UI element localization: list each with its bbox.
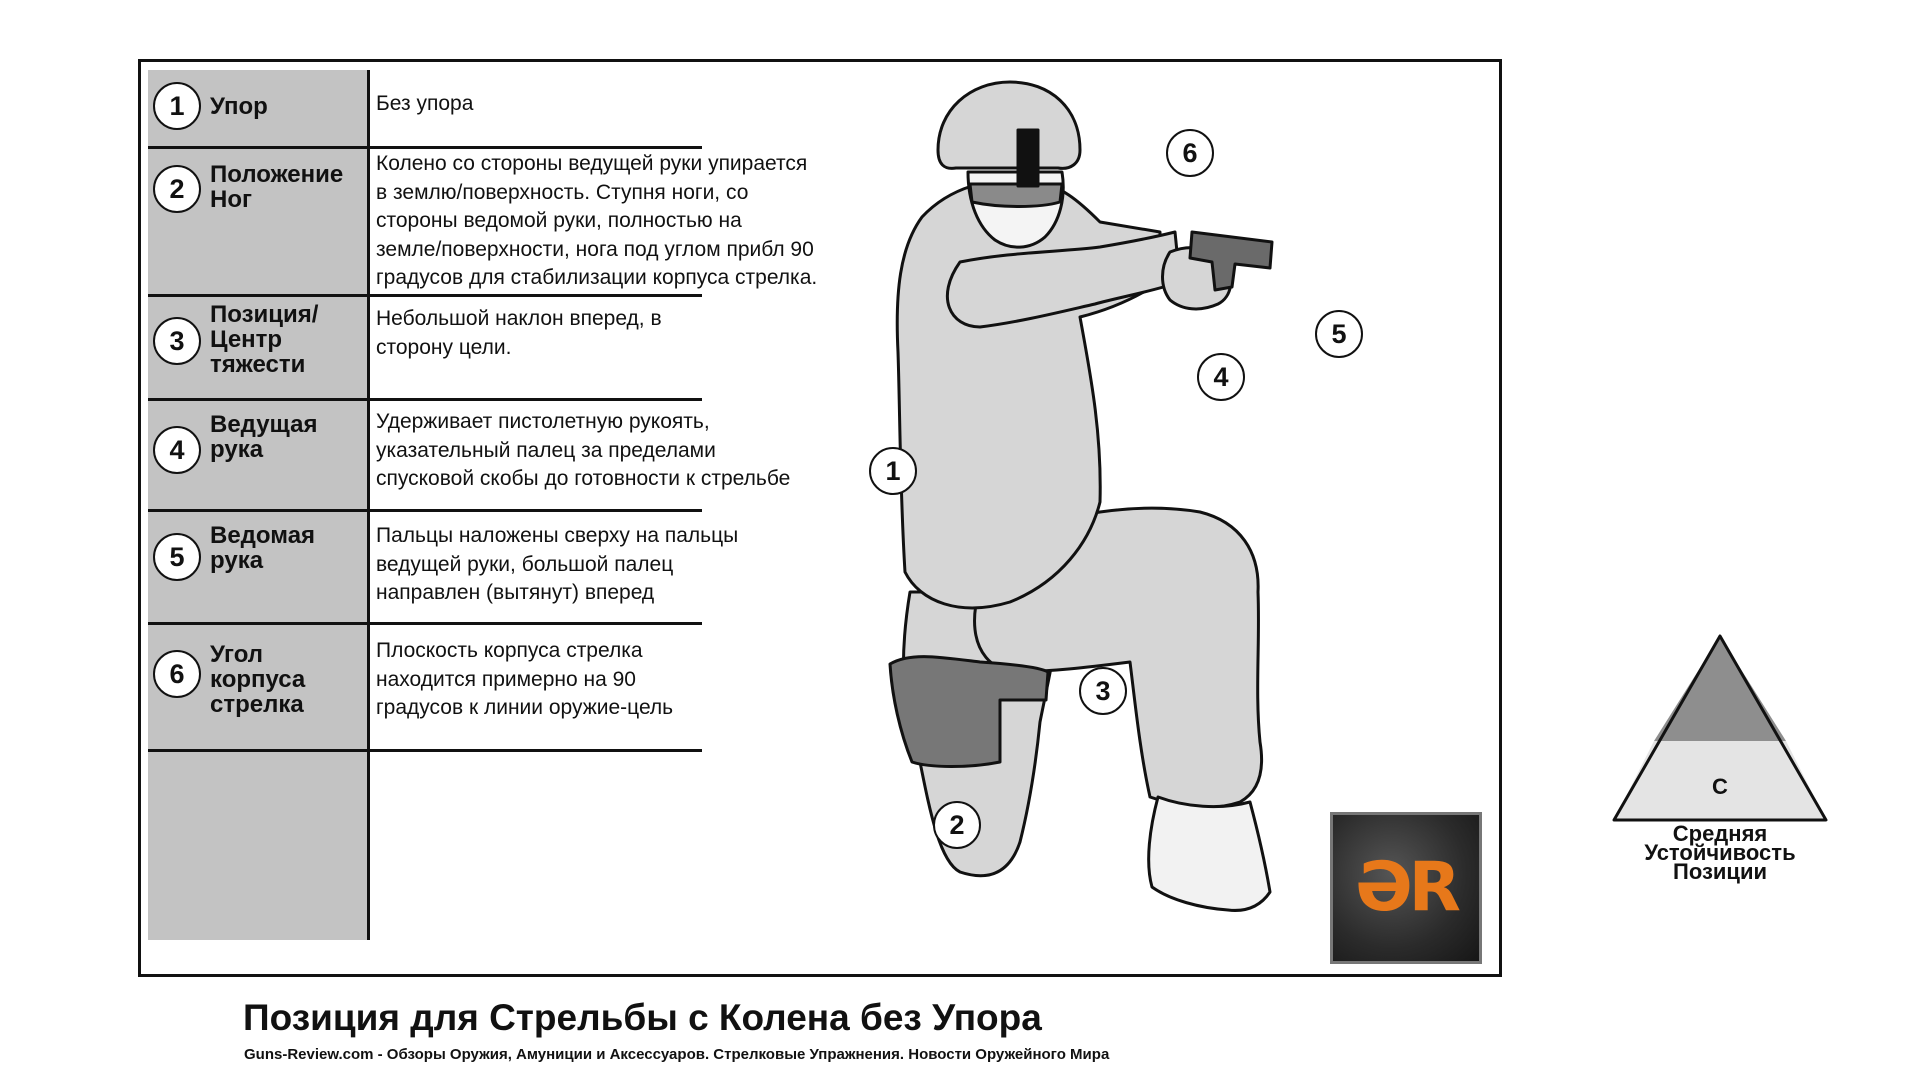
row-divider: [148, 294, 702, 297]
row-label-line: Упор: [210, 93, 268, 120]
row-1-description: [376, 90, 896, 119]
caption-line: Средняя: [1672, 821, 1768, 846]
description-line: Пальцы наложены сверху на пальцы: [376, 524, 739, 547]
row-divider: [148, 146, 702, 149]
description-line: градусов для стабилизации корпуса стрелка.: [376, 266, 818, 289]
row-label-line: стрелка: [210, 691, 304, 718]
description-line: Плоскость корпуса стрелка: [376, 639, 643, 662]
caption-line: Устойчивость: [1644, 840, 1796, 865]
row-5-description: [376, 522, 896, 608]
site-logo: [1330, 812, 1482, 964]
description-line: указательный палец за пределами: [376, 438, 716, 462]
description-line: Колено со стороны ведущей руки упирается: [376, 152, 808, 175]
row-label-line: рука: [210, 547, 264, 574]
row-label-line: рука: [210, 436, 264, 463]
description-line: градусов к линии оружие-цель: [376, 696, 674, 719]
goggles: [970, 184, 1062, 207]
row-number-badge: 4: [153, 426, 201, 474]
row-label-line: Ведомая: [210, 522, 316, 549]
column-divider: [367, 70, 370, 940]
row-4-description: [376, 408, 896, 494]
page-title: Позиция для Стрельбы с Колена без Упора: [243, 997, 1042, 1038]
stability-caption: [1600, 821, 1840, 884]
stability-rating-letter: C: [1712, 774, 1728, 799]
helmet: [938, 82, 1080, 168]
row-3-description: [376, 305, 896, 362]
row-number-badge: 3: [153, 317, 201, 365]
row-label-line: Центр: [210, 326, 283, 353]
figure-marker: 6: [1166, 129, 1214, 177]
figure-marker: 5: [1315, 310, 1363, 358]
description-line: ведущей руки, большой палец: [376, 552, 674, 576]
row-divider: [148, 509, 702, 512]
figure-marker: 3: [1079, 667, 1127, 715]
helmet-mount: [1018, 130, 1038, 186]
row-divider: [148, 622, 702, 625]
row-2-description: [376, 150, 896, 293]
page-subtitle: Guns-Review.com - Обзоры Оружия, Амуниции и Аксессуаров. Стрелковые Упражнения. Новости Оружейного Мира: [244, 1046, 1110, 1063]
row-label-line: Угол: [210, 641, 264, 668]
caption-line: Позиции: [1673, 859, 1767, 884]
boot: [1149, 797, 1270, 910]
figure-marker: 2: [933, 801, 981, 849]
figure-marker: 4: [1197, 353, 1245, 401]
description-line: Небольшой наклон вперед, в: [376, 307, 662, 330]
row-label-line: тяжести: [210, 351, 306, 378]
row-divider: [148, 749, 702, 752]
row-number-badge: 5: [153, 533, 201, 581]
row-label-line: Позиция/: [210, 301, 319, 328]
kneeling-shooter-figure: [840, 72, 1400, 972]
stability-triangle: [1612, 634, 1828, 822]
description-line: Без упора: [376, 92, 474, 115]
description-line: земле/поверхности, нога под углом прибл 90: [376, 237, 814, 261]
description-line: в землю/поверхность. Ступня ноги, со: [376, 180, 749, 204]
description-line: направлен (вытянут) вперед: [376, 581, 655, 604]
row-number-badge: 6: [153, 650, 201, 698]
description-line: находится примерно на 90: [376, 667, 636, 691]
row-label-line: Ног: [210, 186, 252, 213]
row-divider: [148, 398, 702, 401]
description-line: сторону цели.: [376, 335, 512, 359]
logo-text: ƏR: [1354, 848, 1458, 927]
row-label-line: Положение: [210, 161, 344, 188]
row-number-badge: 1: [153, 82, 201, 130]
description-line: Удерживает пистолетную рукоять,: [376, 410, 710, 433]
row-6-description: [376, 637, 896, 723]
figure-marker: 1: [869, 447, 917, 495]
row-label-line: Ведущая: [210, 411, 318, 438]
row-label-line: корпуса: [210, 666, 306, 693]
description-line: спусковой скобы до готовности к стрельбе: [376, 467, 791, 490]
row-number-badge: 2: [153, 165, 201, 213]
description-line: стороны ведомой руки, полностью на: [376, 209, 742, 232]
